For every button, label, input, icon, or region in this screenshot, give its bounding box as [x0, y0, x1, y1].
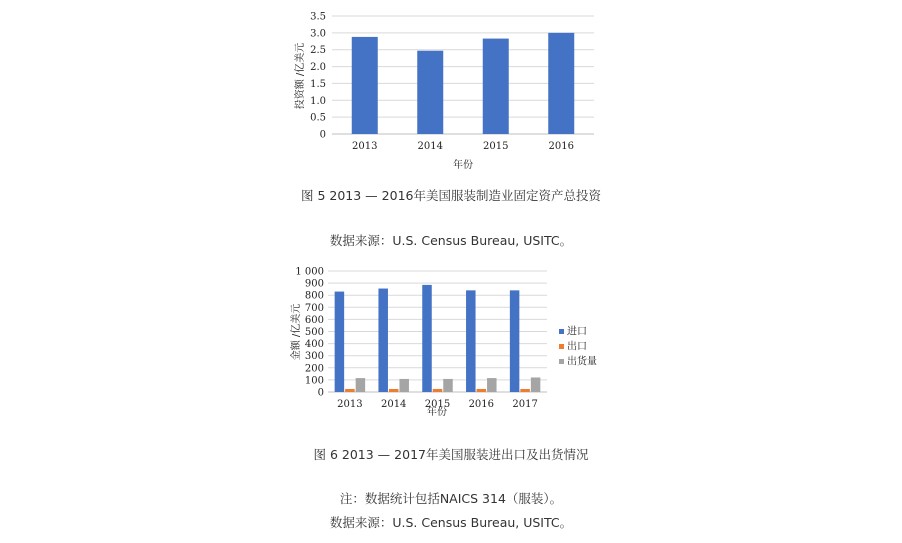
- chart2-bar-1: [378, 289, 388, 392]
- chart2-y-axis-title: 金额 /亿美元: [291, 303, 302, 361]
- chart2-bar-2: [389, 389, 399, 392]
- chart2-legend-swatch: [559, 344, 564, 349]
- chart2-y-tick-label: 700: [304, 302, 324, 314]
- chart1-bar: [483, 39, 509, 134]
- chart2-y-tick-label: 400: [304, 339, 324, 351]
- chart1-y-tick-label: 2.5: [310, 45, 326, 57]
- chart1-bar: [417, 51, 443, 134]
- chart2-bars: [335, 285, 541, 392]
- chart2-bar-1: [335, 292, 345, 392]
- figure6-note: 注：数据统计包括NAICS 314（服装）。: [339, 491, 563, 506]
- figure6-source: 数据来源：U.S. Census Bureau, USITC。: [329, 515, 573, 530]
- figure5-caption: 图 5 2013 — 2016年美国服装制造业固定资产总投资: [301, 188, 601, 203]
- chart1-bar: [352, 37, 378, 134]
- chart1-x-axis-title: 年份: [453, 160, 473, 171]
- chart2-bar-3: [443, 379, 453, 392]
- chart2-bar-2: [520, 389, 530, 392]
- chart1-y-tick-label: 2.0: [310, 62, 326, 74]
- chart2-x-tick-label: 2014: [380, 399, 407, 410]
- chart1-y-tick-label: 3.0: [310, 28, 326, 40]
- chart2-y-tick-label: 300: [304, 351, 324, 363]
- chart1-y-tick-label: 0: [319, 129, 326, 141]
- chart2-x-tick-label: 2015: [424, 399, 451, 410]
- chart1-y-tick-label: 3.5: [310, 11, 326, 23]
- chart1-y-tick-label: 1.5: [310, 78, 326, 90]
- chart2-bar-3: [356, 378, 366, 392]
- chart2-bar-3: [487, 378, 497, 392]
- chart2-y-tick-label: 200: [304, 363, 324, 375]
- chart2-bar-2: [433, 389, 443, 392]
- chart2-bar-1: [466, 290, 476, 392]
- chart1-y-tick-label: 1.0: [310, 95, 326, 107]
- chart1-x-tick-label: 2015: [483, 141, 509, 152]
- chart2-x-tick-label: 2017: [512, 399, 538, 410]
- chart2-legend-swatch: [559, 359, 564, 364]
- chart1-bar: [548, 33, 574, 134]
- chart2-bar-3: [531, 377, 541, 392]
- chart1-y-tick-label: 0.5: [310, 112, 326, 124]
- chart2-y-tick-label: 600: [304, 314, 324, 326]
- chart2-bar-2: [345, 389, 355, 392]
- chart2-y-tick-label: 500: [304, 327, 324, 338]
- chart2-y-tick-label: 0: [317, 387, 324, 399]
- chart2-legend-label: 进口: [567, 326, 587, 338]
- chart1-y-tick-labels: [310, 12, 326, 141]
- chart2-bar-1: [422, 285, 432, 392]
- chart2-legend: [559, 325, 597, 368]
- chart2-x-axis-title: 年份: [427, 407, 447, 418]
- figure5-bar-chart: [0, 0, 902, 180]
- chart2-legend-swatch: [559, 329, 564, 334]
- chart2-legend-label: 出口: [567, 341, 587, 353]
- chart2-y-tick-label: 900: [304, 278, 324, 290]
- chart2-y-tick-label: 100: [304, 375, 324, 387]
- chart2-bar-2: [477, 389, 487, 392]
- chart1-x-tick-label: 2016: [548, 141, 574, 152]
- chart2-x-tick-label: 2016: [468, 399, 495, 410]
- chart2-y-tick-label: 800: [304, 290, 324, 302]
- figure6-bar-chart: [0, 262, 902, 422]
- chart2-bar-1: [510, 290, 519, 392]
- chart2-legend-label: 出货量: [567, 356, 597, 368]
- chart1-x-tick-label: 2014: [417, 141, 443, 152]
- chart2-y-tick-label: 1 000: [295, 266, 324, 278]
- figure6-caption: 图 6 2013 — 2017年美国服装进出口及出货情况: [313, 447, 589, 462]
- chart2-x-tick-label: 2013: [337, 399, 363, 410]
- chart2-bar-3: [399, 379, 409, 392]
- chart1-x-tick-label: 2013: [352, 141, 378, 152]
- figure5-source: 数据来源：U.S. Census Bureau, USITC。: [329, 233, 573, 248]
- chart1-y-axis-title: 投资额 /亿美元: [295, 42, 306, 110]
- chart1-x-tick-labels: [352, 141, 574, 152]
